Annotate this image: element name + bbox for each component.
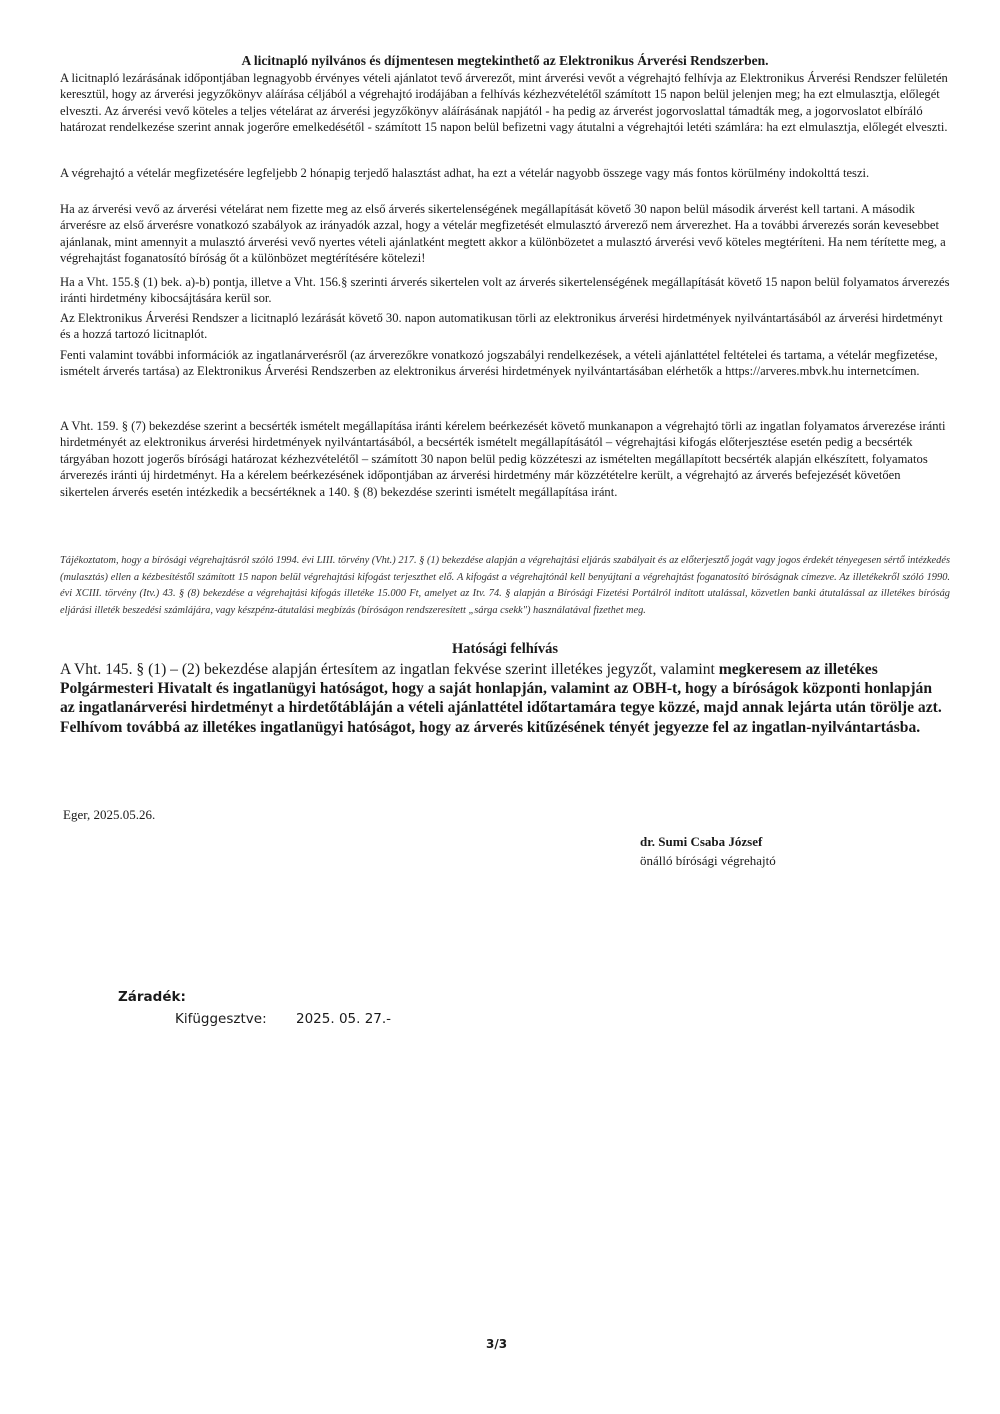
place-date: Eger, 2025.05.26. xyxy=(63,807,156,822)
info-notice: Tájékoztatom, hogy a bírósági végrehajtásról szóló 1994. évi LIII. törvény (Vht.) 217. § (1) bekezdése alapján a végrehajtási eljárás szabályait és az előterjesztő jogát vagy jogos érdekét tényegesen sértő intézkedés (mulasztás) ellen a kézbesítéstől számított 15 napon belül végrehajtási kifogást terjeszthet elő. A kifogást a végrehajtónál kell benyújtani a végrehajtást foganatosító bíróságnak címezve. Az illetékekről szóló 1990. évi XCIII. törvény (Itv.) 43. § (8) bekezdése a végrehajtási kifogás illetéke 15.000 Ft, amelyet az Itv. 74. § alapján a Bírósági Fizetési Portálról indított utalással, közvetlen banki átutalással az illetékes bíróság eljárási illeték beszedési számlájára, vagy készpénz-átutalási megbízás (bíróságon rendszeresített „sárga csekk") használatával fizethet meg. xyxy=(60,555,950,616)
signer-name: dr. Sumi Csaba József xyxy=(640,834,763,849)
paragraph-deletion: Az Elektronikus Árverési Rendszer a licitnapló lezárását követő 30. napon automatikusan törli az elektronikus árverési hirdetmények nyilvántartásából az árverési hirdetményt és a hozzá tartozó licitnaplót. xyxy=(60,311,943,342)
paragraph-bidding-log: A licitnapló lezárásának időpontjában legnagyobb érvényes vételi ajánlatot tevő árverezőt, mint árverési vevőt a végrehajtó felhívja az Elektronikus Árverési Rendszer felületén keresztül, hogy az árverési jegyzőkönyv aláírása céljából a végrehajtó irodájában a felhívás kézhezvételétől számított 15 napon belül jelenjen meg; ha ezt elmulasztja, előlegét elveszti. Az árverési vevő köteles a teljes vételárat az árverési jegyzőkönyv aláírásának napjától - ha pedig az árverést jogorvoslattal támadták meg, a jogorvoslatot elbíráló határozat rendelkezése szerint annak jogerőre emelkedésétől - számított 15 napon belül befizetni vagy átutalni a végrehajtói letéti számlára: ha ezt elmulasztja, előlegét elveszti. xyxy=(60,71,948,135)
paragraph-deferral: A végrehajtó a vételár megfizetésére legfeljebb 2 hónapig terjedő halasztást adhat, ha ezt a vételár nagyobb összege vagy más fontos körülmény indokolttá teszi. xyxy=(60,166,870,180)
authority-request xyxy=(60,660,950,737)
document-title: A licitnapló nyilvános és díjmentesen megtekinthető az Elektronikus Árverési Rendszerben. xyxy=(241,53,769,68)
clause-label: Záradék: xyxy=(118,989,186,1005)
posted-date: 2025. 05. 27.- xyxy=(296,1011,392,1027)
paragraph-reassessment: A Vht. 159. § (7) bekezdése szerint a becsérték ismételt megállapítása iránti kérelem beérkezését követő munkanapon a végrehajtó törli az ingatlan folyamatos árverezése iránti hirdetményét az elektronikus árverési hirdetmények nyilvántartásából, a becsérték ismételt megállapításától – végrehajtási kifogás előterjesztése esetén pedig a becsérték tárgyában hozott jogerős bírósági határozat kézhezvételétől – számított 30 napon belül pedig közzéteszi az ismételten megállapított becsérték alapján elkészített, folyamatos árverezés iránti új hirdetményt. Ha a kérelem beérkezésének időpontjában az árverési hirdetmény már közzétételre került, a végrehajtó az árverés befejezését követően sikertelen árverés esetén intézkedik a becsértéknek a 140. § (8) bekezdése szerinti ismételt megállapítása iránt. xyxy=(60,419,946,499)
signer-role: önálló bírósági végrehajtó xyxy=(640,853,776,868)
section-heading: Hatósági felhívás xyxy=(452,641,558,657)
authority-request-intro: A Vht. 145. § (1) – (2) bekezdése alapján értesítem az ingatlan fekvése szerint illetékes jegyzőt, valamint xyxy=(60,661,719,678)
paragraph-further-info: Fenti valamint további információk az ingatlanárverésről (az árverezőkre vonatkozó jogszabályi rendelkezések, a vételi ajánlattétel feltételei és tartama, a vételár megfizetése, ismételt árverés tartása) az Elektronikus Árverési Rendszerben az elektronikus árverési hirdetmények nyilvántartásában elérhetők a https://arveres.mbvk.hu internetcímen. xyxy=(60,348,938,379)
page-number: 3/3 xyxy=(486,1337,508,1351)
paragraph-continuous-auction: Ha a Vht. 155.§ (1) bek. a)-b) pontja, illetve a Vht. 156.§ szerinti árverés sikertelen volt az árverés sikertelenségének megállapítását követő 15 napon belül folyamatos árverezés iránti hirdetmény kibocsájtására kerül sor. xyxy=(60,275,950,306)
authority-request-bold: megkeresem az illetékes Polgármesteri Hivatalt és ingatlanügyi hatóságot, hogy a saját honlapján, valamint az OBH-t, hogy a bíróságok központi honlapján az ingatlanárverési hirdetményt a hirdetőtábláján a vételi ajánlattétel időtartamára tegye közzé, majd annak lejárta után törölje azt. Felhívom továbbá az illetékes ingatlanügyi hatóságot, hogy az árverés kitűzésének tényét jegyezze fel az ingatlan-nyilvántartásba. xyxy=(60,661,942,736)
paragraph-second-auction: Ha az árverési vevő az árverési vételárat nem fizette meg az első árverés sikertelenségének megállapítását követő 30 napon belül második árverést kell tartani. A második árverésre az első árverésre vonatkozó szabályok az irányadók azzal, hogy a vételár megfizetését elmulasztó árverező nem árverezhet. Ha a további árverezés során kevesebbet ajánlanak, mint amennyit a mulasztó árverési vevő nyertes vételi ajánlatként megtett akkor a különbözetet a mulasztó árverési vevő köteles megtéríteni. Ha nem térítette meg, a végrehajtást foganatosító bíróság őt a különbözet megtérítésére kötelezi! xyxy=(60,202,946,266)
posted-label: Kifüggesztve: xyxy=(175,1011,267,1027)
